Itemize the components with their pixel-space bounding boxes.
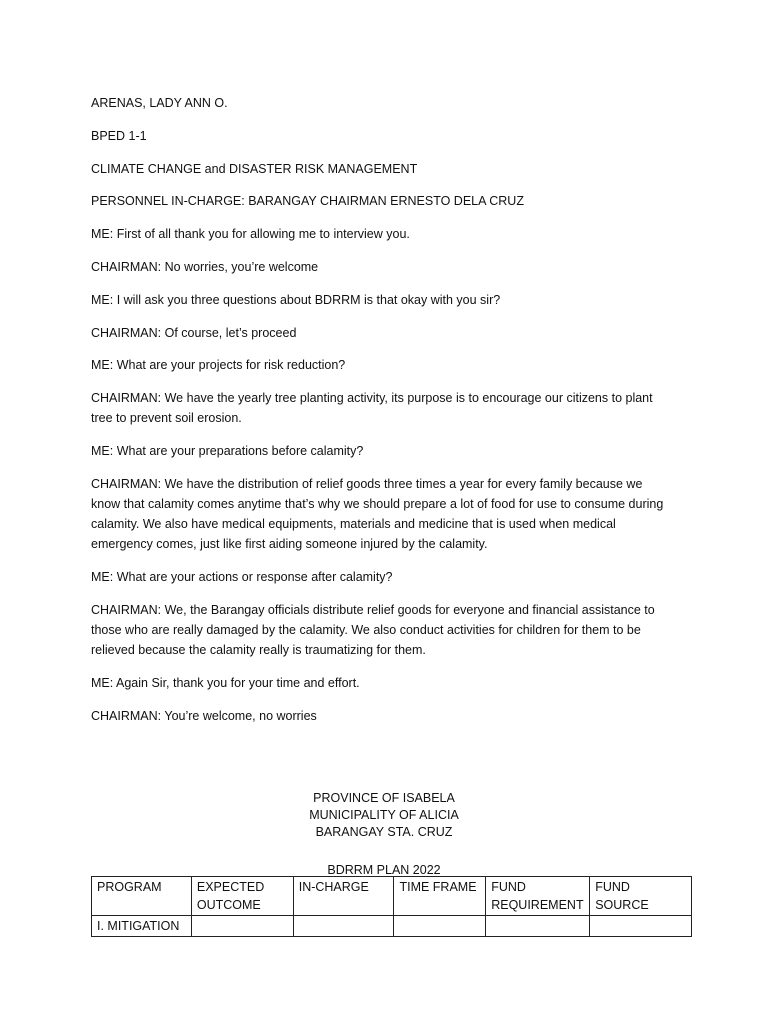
column-header-program: PROGRAM	[92, 877, 192, 916]
dialogue-line: CHAIRMAN: We have the distribution of relief goods three times a year for every family because we know that calamity comes anytime that’s why we should prepare a lot of food for use to consume during calamity. We also have medical equipments, materials and medicine that is used when medical emergency comes, just like first aiding someone injured by the calamity.	[91, 477, 664, 551]
barangay-line: BARANGAY STA. CRUZ	[315, 825, 453, 839]
plan-table	[91, 876, 692, 937]
province-line: PROVINCE OF ISABELA	[313, 791, 455, 805]
student-name: ARENAS, LADY ANN O.	[91, 96, 228, 110]
dialogue-line: CHAIRMAN: We have the yearly tree planting activity, its purpose is to encourage our citizens to plant tree to prevent soil erosion.	[91, 391, 653, 425]
dialogue-line: ME: What are your preparations before calamity?	[91, 444, 364, 458]
table-header-row	[92, 877, 692, 916]
column-header-fund-requirement: FUND REQUIREMENT	[486, 877, 590, 916]
municipality-line: MUNICIPALITY OF ALICIA	[309, 808, 459, 822]
table-cell	[590, 916, 692, 937]
dialogue-line: ME: What are your actions or response after calamity?	[91, 570, 393, 584]
table-cell	[293, 916, 394, 937]
subject-title: CLIMATE CHANGE and DISASTER RISK MANAGEMENT	[91, 162, 418, 176]
dialogue-line: CHAIRMAN: We, the Barangay officials distribute relief goods for everyone and financial assistance to those who are really damaged by the calamity. We also conduct activities for children for them to be relieved because the calamity really is traumatizing for them.	[91, 603, 655, 657]
table-cell	[191, 916, 293, 937]
dialogue-line: ME: First of all thank you for allowing me to interview you.	[91, 227, 410, 241]
dialogue-line: CHAIRMAN: No worries, you’re welcome	[91, 260, 319, 274]
dialogue-line: ME: What are your projects for risk reduction?	[91, 358, 346, 372]
table-cell	[394, 916, 486, 937]
dialogue-line: CHAIRMAN: You’re welcome, no worries	[91, 709, 317, 723]
dialogue-line: ME: I will ask you three questions about BDRRM is that okay with you sir?	[91, 293, 501, 307]
column-header-fund-source: FUND SOURCE	[590, 877, 692, 916]
table-cell	[486, 916, 590, 937]
personnel-in-charge: PERSONNEL IN-CHARGE: BARANGAY CHAIRMAN ERNESTO DELA CRUZ	[91, 194, 524, 208]
plan-title: BDRRM PLAN 2022	[327, 863, 441, 877]
column-header-time-frame: TIME FRAME	[394, 877, 486, 916]
table-row	[92, 916, 692, 937]
address-block	[0, 790, 768, 841]
dialogue-line: ME: Again Sir, thank you for your time and effort.	[91, 676, 360, 690]
student-section: BPED 1-1	[91, 129, 147, 143]
dialogue-line: CHAIRMAN: Of course, let’s proceed	[91, 326, 297, 340]
column-header-expected-outcome: EXPECTED OUTCOME	[191, 877, 293, 916]
table-cell: I. MITIGATION	[92, 916, 192, 937]
column-header-in-charge: IN-CHARGE	[293, 877, 394, 916]
